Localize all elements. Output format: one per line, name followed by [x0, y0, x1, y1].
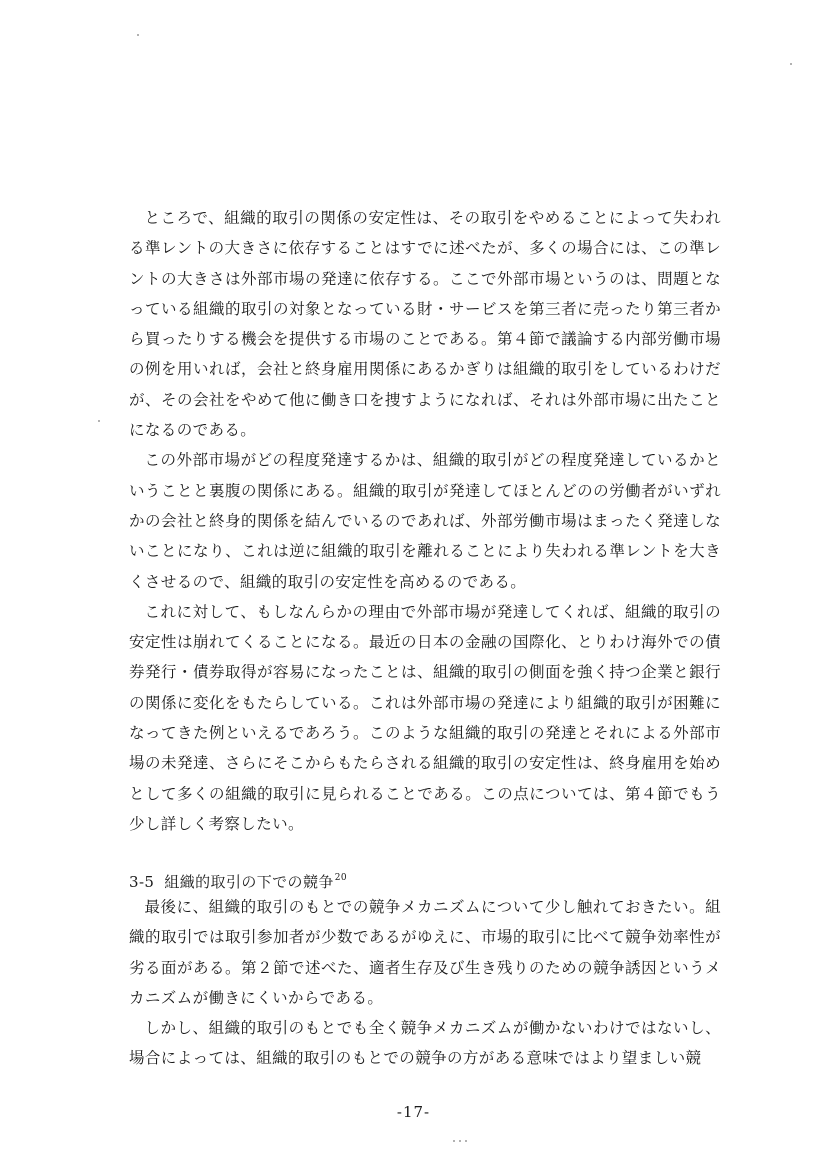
page-number: -17-	[396, 1103, 431, 1121]
scan-speck	[453, 1140, 455, 1142]
paragraph: ところで、組織的取引の関係の安定性は、その取引をやめることによって失われる準レントの大きさに依存することはすでに述べたが、多くの場合には、この準レントの大きさは外部市場の発達に依存する。ここで外部市場というのは、問題となっている組織的取引の対象となっている財・サービスを第三者に売ったり第三者から買ったりする機会を提供する市場のことである。第４節で議論する内部労働市場の例を用いれば，会社と終身雇用関係にあるかぎりは組織的取引をしているわけだが、その会社をやめて他に働き口を捜すようになれば、それは外部市場に出たことになるのである。	[129, 209, 721, 440]
section-title: 組織的取引の下での競争	[164, 873, 334, 891]
section-number: 3-5	[129, 873, 155, 891]
body-text-section-1	[129, 203, 721, 839]
scan-speck	[465, 1140, 467, 1142]
paragraph: しかし、組織的取引のもとでも全く競争メカニズムが働かないわけではないし、場合によっては、組織的取引のもとでの競争の方がある意味ではより望ましい競	[129, 1019, 721, 1068]
body-text-section-2	[129, 892, 721, 1074]
section-heading	[129, 866, 347, 894]
scan-speck	[98, 420, 100, 422]
scan-speck	[137, 34, 139, 36]
footnote-ref: 20	[334, 873, 348, 883]
paragraph: これに対して、もしなんらかの理由で外部市場が発達してくれば、組織的取引の安定性は崩れてくることになる。最近の日本の金融の国際化、とりわけ海外での債券発行・債券取得が容易になったことは、組織的取引の側面を強く持つ企業と銀行の関係に変化をもたらしている。これは外部市場の発達により組織的取引が困難になってきた例といえるであろう。このような組織的取引の発達とそれによる外部市場の未発達、さらにそこからもたらされる組織的取引の安定性は、終身雇用を始めとして多くの組織的取引に見られることである。この点については、第４節でもう少し詳しく考察したい。	[129, 602, 721, 833]
paragraph: 最後に、組織的取引のもとでの競争メカニズムについて少し触れておきたい。組織的取引では取引参加者が少数であるがゆえに、市場的取引に比べて競争効率性が劣る面がある。第２節で述べた、適者生存及び生き残りのための競争誘因というメカニズムが働きにくいからである。	[129, 898, 721, 1007]
scan-speck	[459, 1140, 461, 1142]
paragraph: この外部市場がどの程度発達するかは、組織的取引がどの程度発達しているかということと裏腹の関係にある。組織的取引が発達してほとんどのの労働者がいずれかの会社と終身的関係を結んでいるのであれば、外部労働市場はまったく発達しないことになり、これは逆に組織的取引を離れることにより失われる準レントを大きくさせるので、組織的取引の安定性を高めるのである。	[129, 451, 721, 591]
scan-speck	[790, 63, 792, 65]
